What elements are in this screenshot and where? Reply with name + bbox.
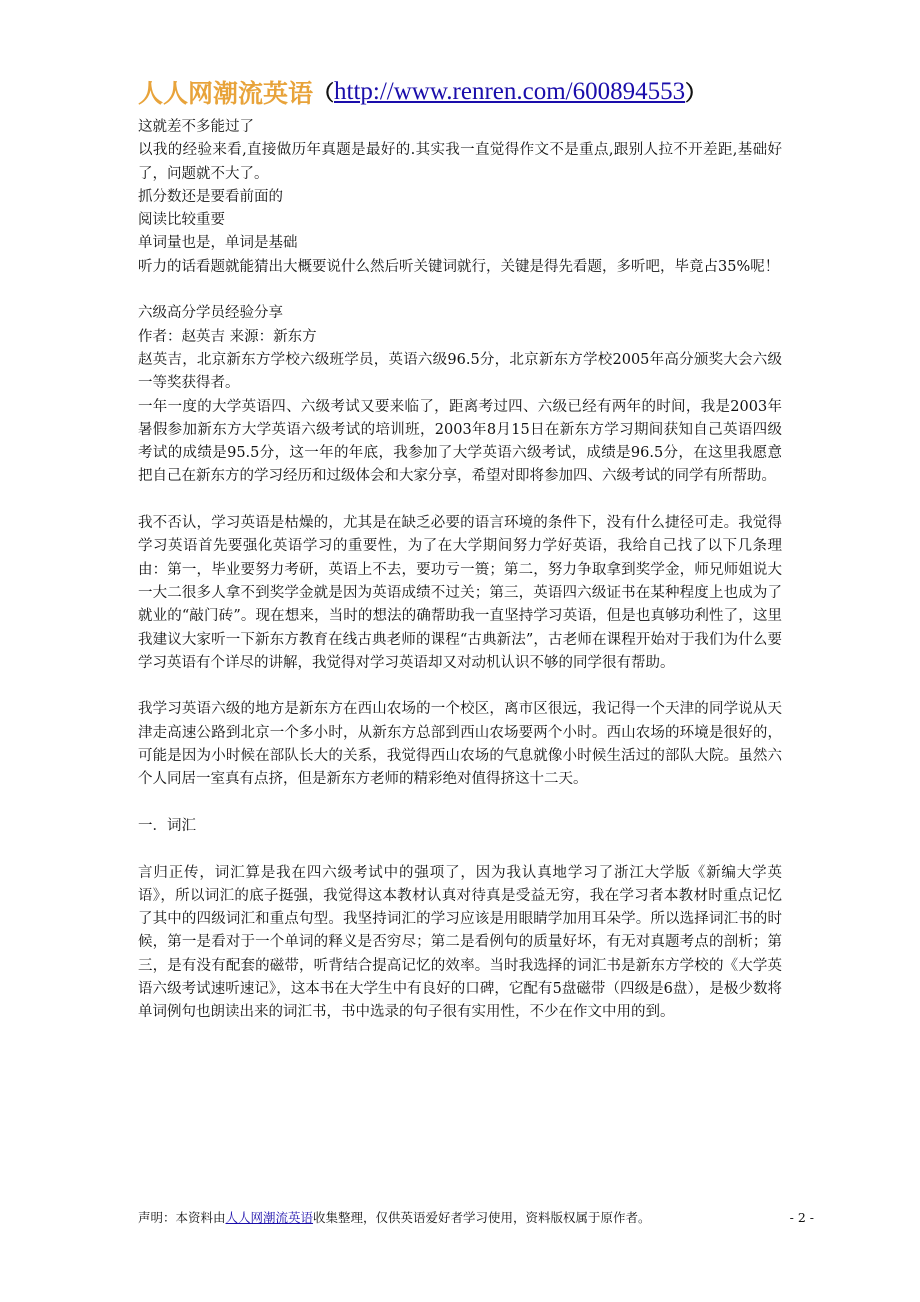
paragraph: 单词量也是，单词是基础 [138, 235, 298, 252]
paragraph: 听力的话看题就能猜出大概要说什么然后听关键词就行，关键是得先看题，多听吧，毕竟占35%呢！ [138, 258, 780, 275]
paragraph-gap [138, 279, 782, 302]
footer-brand-link[interactable]: 人人网潮流英语 [225, 1210, 314, 1225]
header-url-link[interactable]: http://www.renren.com/600894553 [334, 78, 686, 105]
paragraph: 阅读比较重要 [138, 212, 225, 229]
paragraph-gap [138, 838, 782, 861]
paragraph-gap [138, 792, 782, 815]
paragraph: 抓分数还是要看前面的 [138, 188, 283, 205]
paragraph-gap [138, 489, 782, 512]
paragraph: 六级高分学员经验分享 [138, 305, 283, 322]
paragraph: 作者：赵英吉 来源：新东方 [138, 328, 317, 345]
page-footer [138, 1207, 814, 1229]
paragraph: 我学习英语六级的地方是新东方在西山农场的一个校区，离市区很远，我记得一个天津的同学说从天津走高速公路到北京一个多小时，从新东方总部到西山农场要两个小时。西山农场的环境是很好的，可能是因为小时候在部队长大的关系，我觉得西山农场的气息就像小时候生活过的部队大院。虽然六个人同居一室真有点挤，但是新东方老师的精彩绝对值得挤这十二天。 [138, 701, 782, 788]
brand-title: 人人网潮流英语 [138, 79, 314, 108]
paragraph: 言归正传，词汇算是我在四六级考试中的强项了，因为我认真地学习了浙江大学版《新编大学英语》，所以词汇的底子挺强，我觉得这本教材认真对待真是受益无穷，我在学习者本教材时重点记忆了其中的四级词汇和重点句型。我坚持词汇的学习应该是用眼睛学加用耳朵学。所以选择词汇书的时候，第一是看对于一个单词的释义是否穷尽；第二是看例句的质量好坏，有无对真题考点的剖析；第三，是有没有配套的磁带，听背结合提高记忆的效率。当时我选择的词汇书是新东方学校的《大学英语六级考试速听速记》，这本书在大学生中有良好的口碑，它配有5盘磁带（四级是6盘），是极少数将单词例句也朗读出来的词汇书，书中选录的句子很有实用性，不少在作文中用的到。 [138, 864, 782, 1021]
document-body [138, 116, 782, 1025]
paragraph: 我不否认，学习英语是枯燥的，尤其是在缺乏必要的语言环境的条件下，没有什么捷径可走。我觉得学习英语首先要强化英语学习的重要性，为了在大学期间努力学好英语，我给自己找了以下几条理由：第一，毕业要努力考研，英语上不去，要功亏一篑；第二，努力争取拿到奖学金，师兄师姐说大一大二很多人拿不到奖学金就是因为英语成绩不过关；第三，英语四六级证书在某种程度上也成为了就业的“敲门砖”。现在想来，当时的想法的确帮助我一直坚持学习英语，但是也真够功利性了，这里我建议大家听一下新东方教育在线古典老师的课程“古典新法”，古老师在课程开始对于我们为什么要学习英语有个详尽的讲解，我觉得对学习英语却又对动机认识不够的同学很有帮助。 [138, 515, 782, 671]
paren-close: ） [685, 81, 707, 105]
paragraph: 这就差不多能过了 [138, 119, 254, 135]
page-header [138, 74, 798, 114]
page-number: - 2 - [789, 1210, 814, 1225]
footer-suffix: 收集整理，仅供英语爱好者学习使用，资料版权属于原作者。 [313, 1210, 651, 1225]
paragraph: 赵英吉，北京新东方学校六级班学员，英语六级96.5分，北京新东方学校2005年高分颁奖大会六级一等奖获得者。 [138, 351, 782, 392]
footer-prefix: 声明：本资料由 [138, 1210, 226, 1225]
paragraph-gap [138, 675, 782, 698]
paragraph: 以我的经验来看,直接做历年真题是最好的.其实我一直觉得作文不是重点,跟别人拉不开差距,基础好了，问题就不大了。 [138, 142, 782, 182]
paragraph: 一．词汇 [138, 817, 196, 834]
paren-open: （ [313, 81, 335, 105]
paragraph: 一年一度的大学英语四、六级考试又要来临了，距离考过四、六级已经有两年的时间，我是2003年暑假参加新东方大学英语六级考试的培训班，2003年8月15日在新东方学习期间获知自己英语四级考试的成绩是95.5分，这一年的年底，我参加了大学英语六级考试，成绩是96.5分，在这里我愿意把自己在新东方的学习经历和过级体会和大家分享，希望对即将参加四、六级考试的同学有所帮助。 [138, 398, 782, 485]
